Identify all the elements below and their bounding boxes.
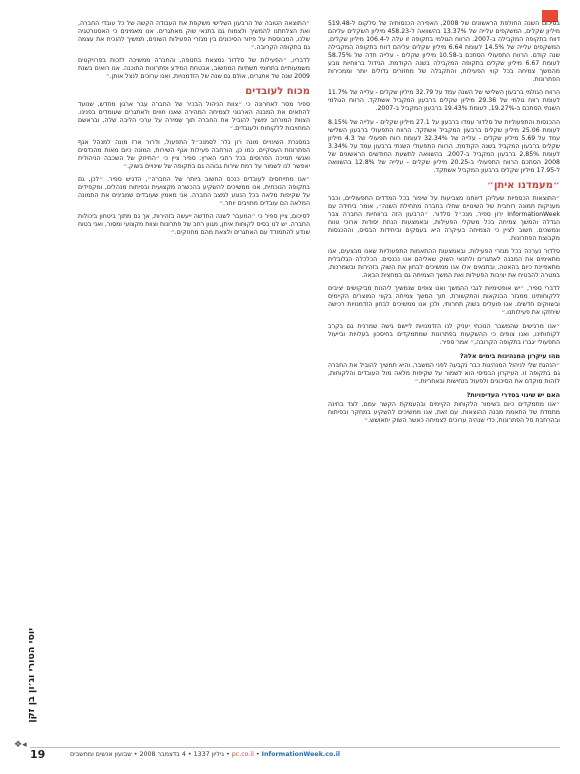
paragraph: סלדור נערכה בכל מגזרי הפעילות, ובאמצעות ההתאמות התפעוליות שאנו מבצעים, אנו מתאימים את המבנה לאתגרים ולתנאי השוק שאליהם אנו נכנסים. הכלכלה הגלובלית מתאפיינת כיום בהאטה, ובתנאים אלו אנו ממשיכים לבחון את השוק בזהירות ובשמרנות, במטרה להבטיח את יציבות הפעילות ואת המשך הצמיחה גם במחצית הבאה. [328,248,560,280]
section-heading: ״מעמדנו איתן״ [486,179,560,191]
paragraph: לדבריו, ״הפעילות של סלדור נמצאת בתנופה, והחברה ממשיכה לזכות בפרויקטים משמעותיים בתחומי תשתיות המחשוב, אבטחת המידע ופתרונות התוכנה. אנו רואים בשנת 2009 שנה של אתגרים, אולם גם שנה של הזדמנויות, ואנו ערוכים לנצל אותן.״ [78,57,310,81]
paragraph: לדברי ספיר, ״יש אופטימיות לגבי ההמשך ואנו צופים שנמשיך ליהנות מביקושים יציבים ללקוחותינו ממגזר הבנקאות והתקשורת, תוך המשך צמיחה בקווי המוצרים הקיימים ובשווקים חדשים. אנו פועלים בשוק תחרותי, ולכן אנו ממשיכים לבחון הזדמנויות רכישה שיחזקו את פעילותנו.״ [328,285,560,317]
sidebar [0,0,70,774]
left-column [78,20,310,738]
paragraph: הרווח הגולמי ברבעון השלישי של השנה עמד על 32.79 מיליון שקלים - עלייה של 11.7% לעומת רווח גולמי של 29.36 מיליון שקלים ברבעון המקביל אשתקד. הרווח הגולמי השנתי הסתכם ב-19.27%, לעומת 19.43% ברבעון המקביל ב-2007. [328,89,561,113]
arrow-icon: ◂❖ [14,740,27,750]
paragraph: במסגרת השינויים מונה רון גלר לסמנכ״ל התפעול, ודרור ארז מונה למנהל אגף הפתרונות העסקיים. כמו כן, הורחבה פעילות אגף השירות, המונה כיום מאות מהנדסים ואנשי תמיכה הפרוסים בכל רחבי הארץ. ספיר ציין כי ״החיזוק של השכבה הניהולית יאפשר לנו לשמור על רמת שירות גבוהה גם בתקופה של שינויים בשוק.״ [78,138,310,170]
magazine-name: שבועון אנשים ומחשבים [70,751,132,758]
paragraph: ״התוצאה הטובה של הרבעון השלישי משקפת את העבודה הקשה של כל עובדי החברה, ואת הצלחתנו להמשיך ולצמוח גם בתנאי שוק מאתגרים. אנו מאמינים כי האסטרטגיה שלנו, המבוססת על פיזור הסיכונים בין מגזרי הפעילות השונים, תמשיך להוכיח את עצמה גם בתקופה הקרובה.״ [78,20,310,52]
logo-mark: pc.co.il [231,751,254,758]
section-heading: מכוח לעובדים [245,86,310,98]
paragraph: ״הנהגת שלי לניהול המנהיגות כבר נקבעה לפני המשבר, והיא תמשיך להוביל את החברה גם בתקופה זו. העיקרון הבסיסי הוא לשמור על שקיפות מלאה מול העובדים והלקוחות, לזהות מוקדם את הסיכונים ולפעול בנחישות ובאחריות.״ [328,361,560,385]
paragraph: לסיכום, ציין ספיר כי ״המעבר לשנה החדשה ייעשה בזהירות, אך גם מתוך ביטחון ביכולות החברה. יש לנו בסיס לקוחות איתן, מגוון רחב של פתרונות וצוות מקצועי ומסור, ואני בטוח שנדע להתמודד עם האתגרים ולצאת מהם מחוזקים.״ [78,212,310,236]
paragraph: ״אנו מתייחסים לעובדים כנכס החשוב ביותר של החברה״, הדגיש ספיר. ״לכן, גם בתקופה הנוכחית, אנו ממשיכים להשקיע בהכשרה מקצועית ובפיתוח מנהלים, ומקפידים על שקיפות מלאה בכל הנוגע למצב החברה. אני מאמין שעובדים שמבינים את התמונה המלאה הם עובדים מחויבים יותר.״ [78,175,310,207]
paragraph: בסיכום השנה החולפת הראשונים של 2008, האפירה הכנסותיה של סלקום ל-519.48 מיליון שקלים, המשקפים עלייה של 13.37% בהשוואה ל-458.23 מיליון השקלים עליהם דווח בתקופה המקבילה ב-2007. הרווח הגולמי בתקופה זו עלה ל-106.4 מיליון שקלים, המשקפים עלייה של 14.5% לעומת 6.64 מיליון שקלים עליהם דווח בתקופה המקבילה שנה קודם. הרווח התפעולי הסתכם ב-10.58 מיליון שקלים - עלייה חדה של 58.75% לעומת 6.67 מיליון שקלים בתקופה המקבילה בשנה הקודמת. הגידול ברווחיות נובע מהמשך צמיחה בכל קווי הפעילות, והתקבלה של מחזורים גדולים יותר וממכירות הפתרונות. [328,20,561,84]
paragraph: ״אנו מרגישים שהמשבר הנוכחי יעניק לנו הזדמנויות ליישם גישה שמרנית גם בקרב לקוחותינו, ואנו צופים כי ההשקעות בפתרונות שמתמקדים בחיסכון בעלויות ובייעול התפעולי יגברו בתקופה הקרובה,״ אמר ספיר. [328,322,560,346]
page-number: 19 [30,748,46,761]
paragraph: ספיר מסר לאחרונה כי ״צוות הניהול הבכיר של החברה עבר ארגון מחדש, שנועד להתאים את המבנה הארגוני לצמיחה המהירה שאנו חווים ולאתגרים שעומדים בפנינו. הצוות המורחב ימשיך להוביל את החברה תוך שמירה על ערכי הליבה שלה, ובראשם המחויבות ללקוחות ולעובדים.״ [78,101,310,133]
question-heading: מהו עיקרון המנהיגות בימים אלה? [459,351,560,360]
right-column [328,20,560,738]
paragraph: ״אנו מתמקדים כיום בשימור הלקוחות הקיימים ובהעמקת הקשר עמם, לצד בחינה מתמדת של התאמת מבנה ההוצאות. עם זאת, אנו ממשיכים להשקיע במחקר ובפיתוח ובהרחבת סל הפתרונות, כדי שנהיה ערוכים לצמיחה כאשר השוק יתאושש.״ [328,400,560,424]
site-link[interactable]: InformationWeek.co.il [261,751,341,758]
page-footer [30,747,560,762]
paragraph: ״התוצאות הכספיות שעליהן דיווחנו מצביעות על שיפור בכל המדדים התפעוליים, וכבר מעניקות תמונה רוחבית של השינויים שחלו בחברה מתחילת השנה״, אומר ביחידה עם InformationWeek ירון ספיר, מנכ״ל סלדור. ״הרבעון הזה ברווחיות החברה צבר הגדלה והמשך צמיחה בכל משקלי הפעילות, ובאמצעות הנחת יסודות ארוכי טווח ונמשכים. חשוב לציין כי הצמיחה בעיקרה היא בעסקים וביחידות הבסיס, וההכנסות מקבוצת הפתרונות. [328,194,560,243]
running-footer: pc.co.il • InformationWeek.co.il • גיליון 1337 • 4 בדצמבר 2008 • שבועון אנשים ומחשבים [70,751,341,758]
author-byline: יוסי הטורי וג׳ון בן זקן [26,628,37,723]
issue-date: 4 בדצמבר 2008 [139,751,186,758]
paragraph: ההכנסות והתפעוליות של סלדור עמדו ברבעון על 27.1 מיליון שקלים - עלייה של 8.15% לעומת 25.06 מיליון שקלים ברבעון המקביל אשתקד. הרווח התפעולי ברבעון השלישי עמד על 5.69 מיליון שקלים - עלייה של 32.34% לעומת רווח תפעולי של 4.3 מיליון שקלים ברבעון המקביל בשנה הקודמת. הרווח התפעולי השנתי ברבעון עמד על 3.34% לעומת 2.85% ברבעון המקביל ב-2007. בהשוואה לתשעת החודשים הראשונים של 2008 הסתכם הרווח התפעולי ב-20.25 מיליון שקלים - עלייה של 12.8% בהשוואה ל-17.95 מיליון שקלים ברבעון המקביל אשתקד. [328,118,561,174]
article-body [78,20,560,738]
issue-number: גיליון 1337 [193,751,225,758]
question-heading: האם יש שינוי בסדרי העדיפויות? [466,390,560,399]
